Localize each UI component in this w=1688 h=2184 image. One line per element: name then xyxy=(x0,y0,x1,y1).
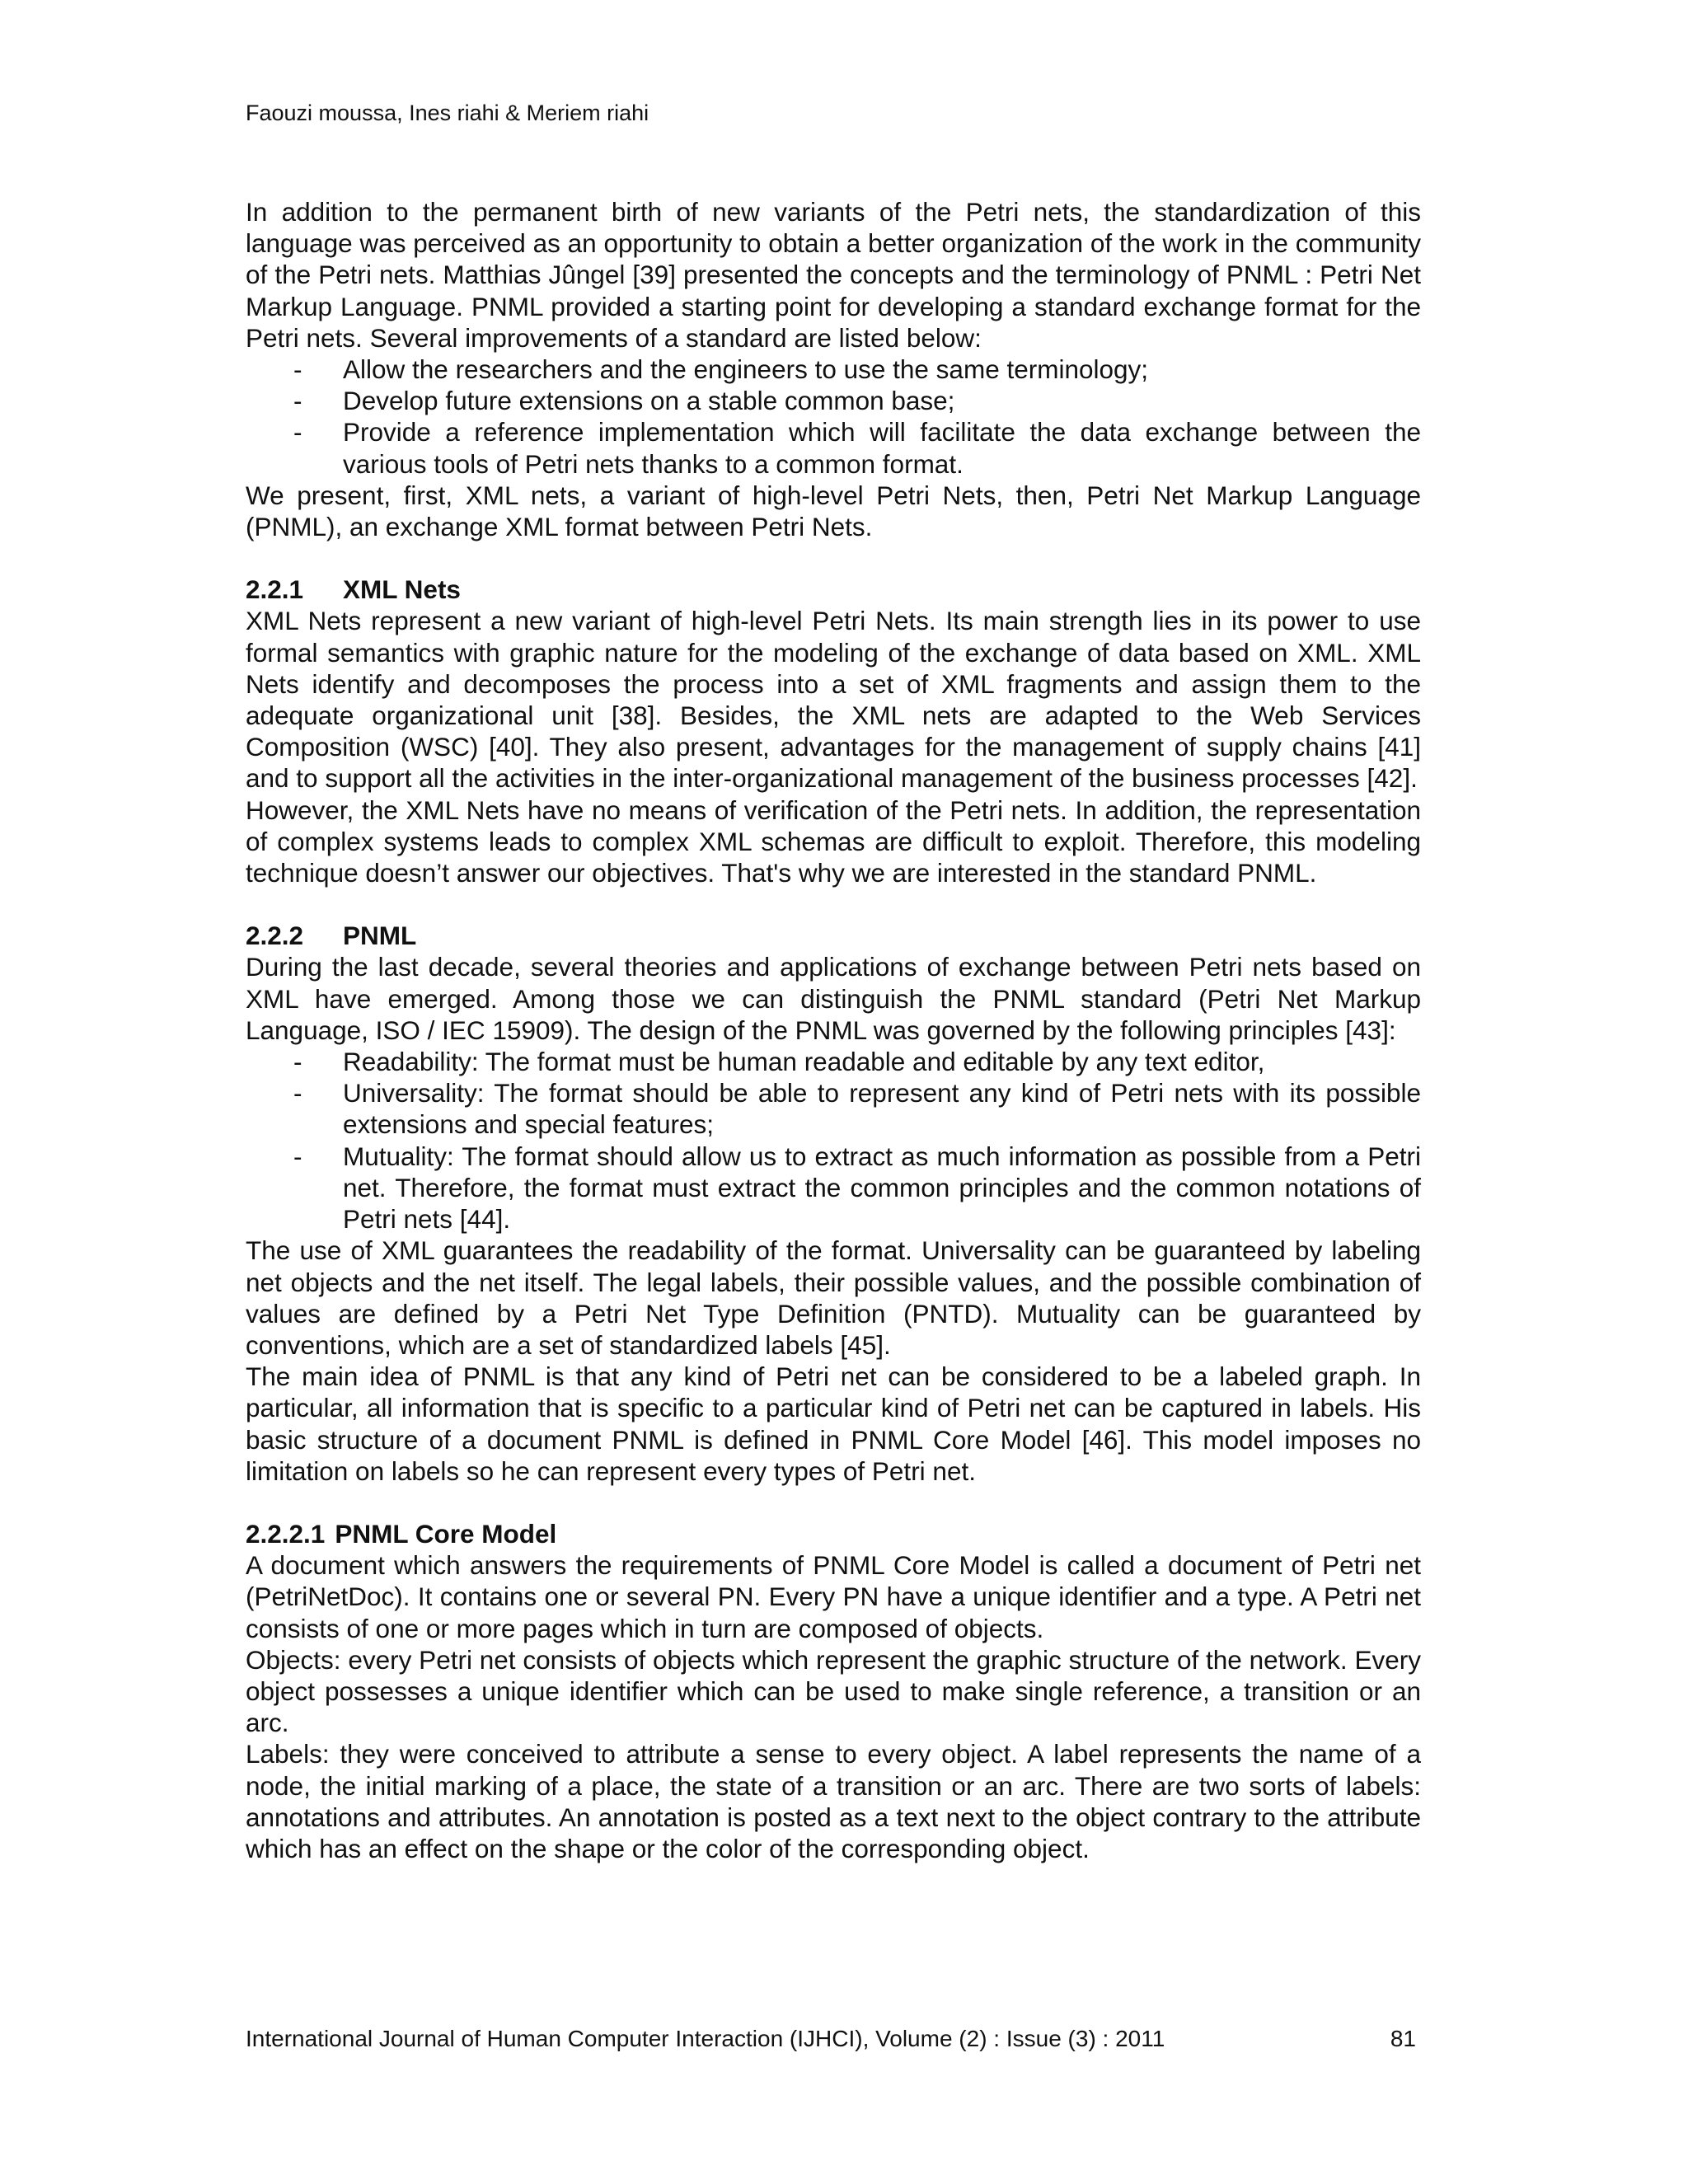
list-item: - Mutuality: The format should allow us to extract as much information as possible from a Petri net. Therefore, the format must extract the common principles and the common notations of Petri nets [44]. xyxy=(343,1141,1421,1235)
section-title: PNML Core Model xyxy=(335,1518,557,1549)
core-model-paragraph: Objects: every Petri net consists of objects which represent the graphic structure of the network. Every object possesses a unique identifier which can be used to make single reference, a transition or an arc. xyxy=(246,1644,1421,1738)
list-item: - Develop future extensions on a stable common base; xyxy=(343,385,1421,416)
pnml-principles-list xyxy=(246,1046,1421,1235)
list-item: - Universality: The format should be able to represent any kind of Petri nets with its possible extensions and special features; xyxy=(343,1077,1421,1140)
section-heading-xml-nets xyxy=(246,574,1421,605)
footer-journal: International Journal of Human Computer Interaction (IJHCI), Volume (2) : Issue (3) : 2011 xyxy=(246,2026,1165,2051)
body-content xyxy=(246,196,1421,1864)
running-header-authors: Faouzi moussa, Ines riahi & Meriem riahi xyxy=(246,101,649,125)
section-number: 2.2.2 xyxy=(246,921,304,951)
page-number: 81 xyxy=(1390,2026,1416,2051)
section-title: XML Nets xyxy=(343,574,461,605)
section-heading-pnml-core-model xyxy=(246,1518,1421,1549)
section-number: 2.2.2.1 xyxy=(246,1518,326,1549)
list-item: - Provide a reference implementation which will facilitate the data exchange between the various tools of Petri nets thanks to a common format. xyxy=(343,416,1421,479)
pnml-paragraph: The use of XML guarantees the readability of the format. Universality can be guaranteed by labeling net objects and the net itself. The legal labels, their possible values, and the possible combination of values are defined by a Petri Net Type Definition (PNTD). Mutuality can be guaranteed by conventions, which are a set of standardized labels [45]. xyxy=(246,1235,1421,1360)
list-item: - Allow the researchers and the engineers to use the same terminology; xyxy=(343,354,1421,385)
core-model-paragraph: A document which answers the requirements of PNML Core Model is called a document of Petri net (PetriNetDoc). It contains one or several PN. Every PN have a unique identifier and a type. A Petri net consists of one or more pages which in turn are composed of objects. xyxy=(246,1550,1421,1643)
pnml-paragraph: During the last decade, several theories and applications of exchange between Petri nets based on XML have emerged. Among those we can distinguish the PNML standard (Petri Net Markup Language, ISO / IEC 15909). The design of the PNML was governed by the following principles [43]: xyxy=(246,952,1421,1045)
page-footer xyxy=(246,2025,1421,2053)
core-model-paragraph: Labels: they were conceived to attribute a sense to every object. A label represents the name of a node, the initial marking of a place, the state of a transition or an arc. There are two sorts of labels: annotations and attributes. An annotation is posted as a text next to the object contrary to the attribute which has an effect on the shape or the color of the corresponding object. xyxy=(246,1739,1421,1863)
intro-closing-paragraph: We present, first, XML nets, a variant of high-level Petri Nets, then, Petri Net Markup Language (PNML), an exchange XML format between Petri Nets. xyxy=(246,480,1421,542)
pnml-paragraph: The main idea of PNML is that any kind of Petri net can be considered to be a labeled graph. In particular, all information that is specific to a particular kind of Petri net can be captured in labels. His basic structure of a document PNML is defined in PNML Core Model [46]. This model imposes no limitation on labels so he can represent every types of Petri net. xyxy=(246,1361,1421,1486)
xml-nets-paragraph: XML Nets represent a new variant of high-level Petri Nets. Its main strength lies in its power to use formal semantics with graphic nature for the modeling of the exchange of data based on XML. XML Nets identify and decomposes the process into a set of XML fragments and assign them to the adequate organizational unit [38]. Besides, the XML nets are adapted to the Web Services Composition (WSC) [40]. They also present, advantages for the management of supply chains [41] and to support all the activities in the inter-organizational management of the business processes [42]. xyxy=(246,606,1421,794)
xml-nets-paragraph: However, the XML Nets have no means of verification of the Petri nets. In addition, the representation of complex systems leads to complex XML schemas are difficult to exploit. Therefore, this modeling technique doesn’t answer our objectives. That's why we are interested in the standard PNML. xyxy=(246,794,1421,888)
section-heading-pnml xyxy=(246,920,1421,951)
intro-paragraph: In addition to the permanent birth of new variants of the Petri nets, the standardization of this language was perceived as an opportunity to obtain a better organization of the work in the community of the Petri nets. Matthias Jûngel [39] presented the concepts and the terminology of PNML : Petri Net Markup Language. PNML provided a starting point for developing a standard exchange format for the Petri nets. Several improvements of a standard are listed below: xyxy=(246,197,1421,353)
list-item: - Readability: The format must be human readable and editable by any text editor, xyxy=(343,1046,1421,1077)
intro-bullet-list xyxy=(246,354,1421,480)
section-title: PNML xyxy=(343,921,417,951)
section-number: 2.2.1 xyxy=(246,574,304,605)
